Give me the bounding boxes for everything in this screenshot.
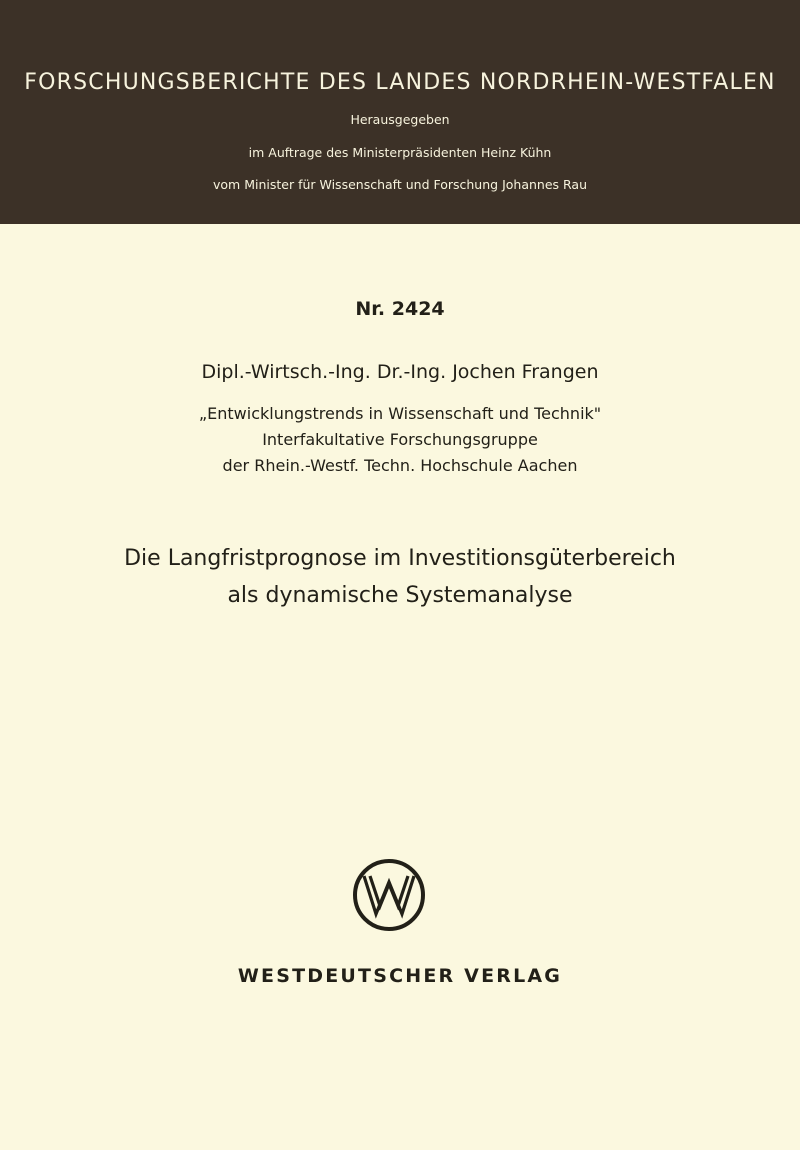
report-number: Nr. 2424 (355, 298, 445, 320)
editor-line-3: vom Minister für Wissenschaft und Forschung Johannes Rau (213, 177, 587, 192)
editor-line-1: Herausgegeben (350, 112, 450, 127)
series-title: FORSCHUNGSBERICHTE DES LANDES NORDRHEIN-WESTFALEN (24, 70, 776, 95)
header-band (0, 0, 800, 224)
book-title-line-2: als dynamische Systemanalyse (227, 583, 573, 608)
publisher-name: WESTDEUTSCHER VERLAG (237, 965, 563, 987)
affiliation-line-2: Interfakultative Forschungsgruppe (262, 430, 538, 449)
editor-line-2: im Auftrage des Ministerpräsidenten Heinz Kühn (248, 145, 552, 160)
author: Dipl.-Wirtsch.-Ing. Dr.-Ing. Jochen Frangen (201, 361, 599, 383)
affiliation-line-3: der Rhein.-Westf. Techn. Hochschule Aachen (222, 456, 578, 475)
publisher-logo-icon (352, 858, 426, 932)
affiliation-line-1: „Entwicklungstrends in Wissenschaft und Technik" (198, 404, 602, 423)
book-title-line-1: Die Langfristprognose im Investitionsgüterbereich (124, 546, 676, 571)
